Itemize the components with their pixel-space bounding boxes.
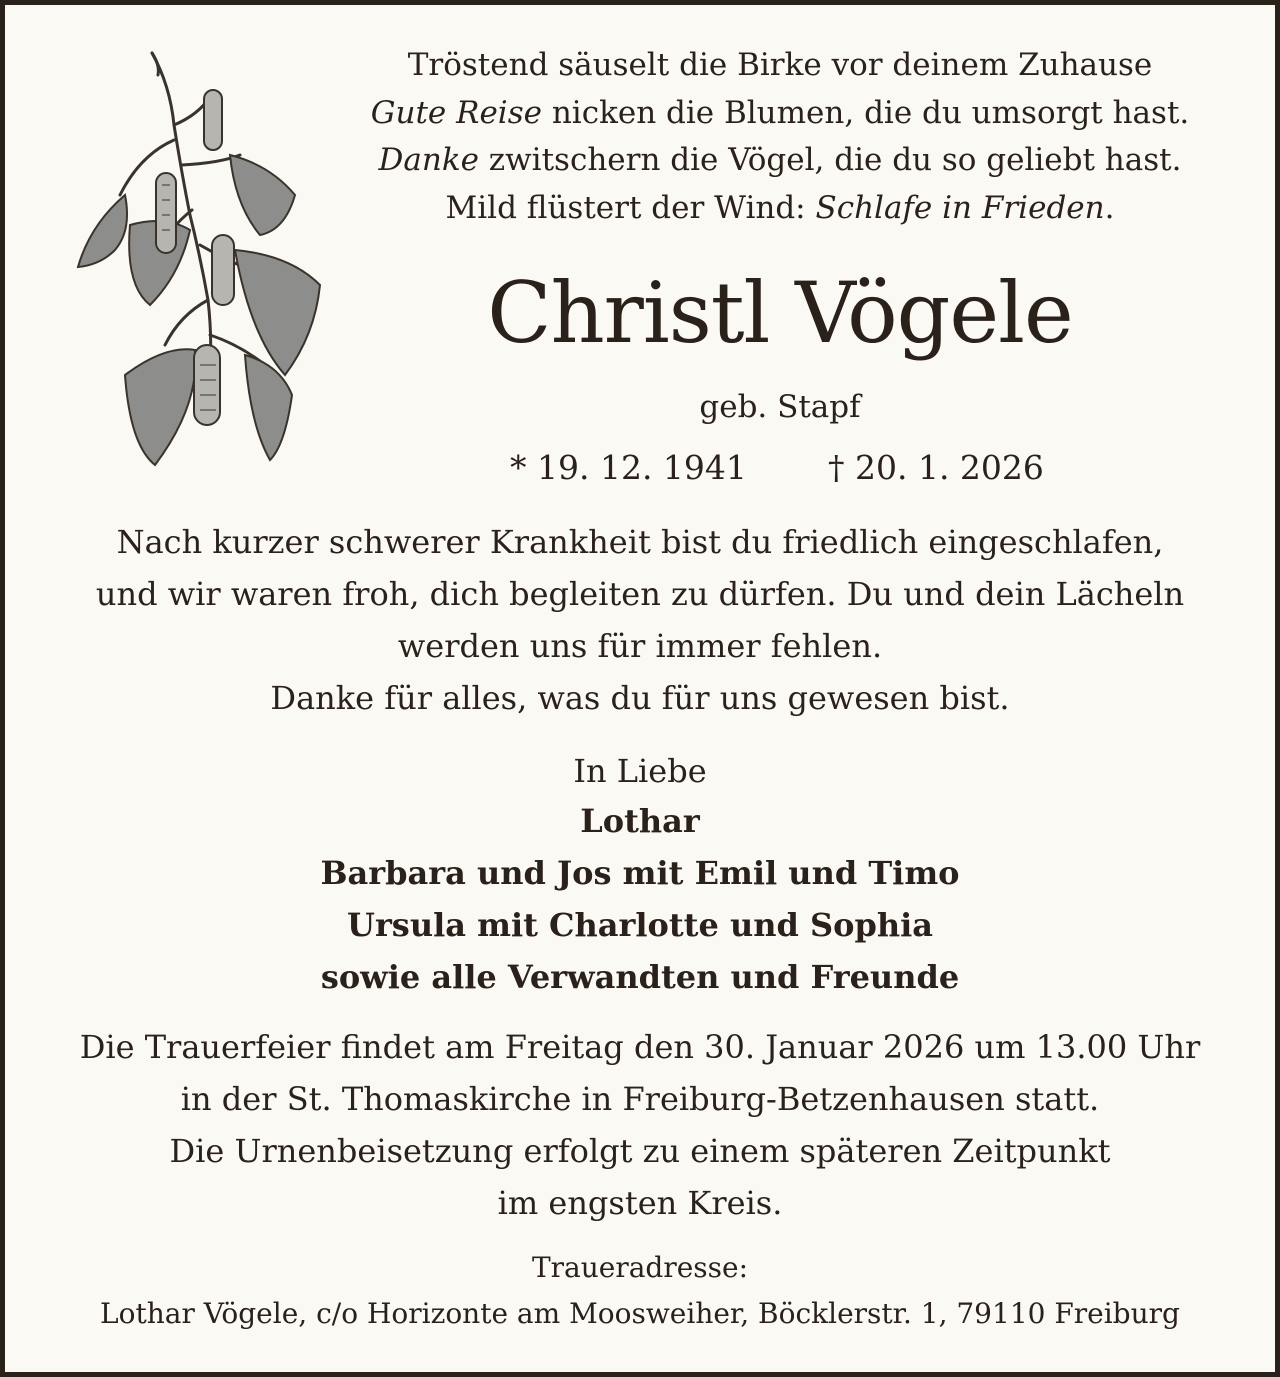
birth-name: geb. Stapf [699,389,861,425]
mourner-line: Lothar [580,802,700,840]
poem-line-4 [340,185,1220,233]
mourner-line: Ursula mit Charlotte und Sophia [347,906,933,944]
poem-line-3 [340,137,1220,185]
service-line: Die Trauerfeier findet am Freitag den 30. Januar 2026 um 13.00 Uhr [79,1028,1201,1066]
address-text: Lothar Vögele, c/o Horizonte am Moosweiher, Böcklerstr. 1, 79110 Freiburg [100,1297,1180,1330]
poem-emphasis: Danke [378,142,479,178]
poem-line-2 [340,90,1220,138]
life-dates [330,446,1230,490]
farewell-message [40,516,1240,724]
service-line: Die Urnenbeisetzung erfolgt zu einem späteren Zeitpunkt [169,1132,1111,1170]
death-date: † 20. 1. 2026 [828,448,1044,487]
poem-emphasis: Gute Reise [370,94,542,131]
birch-branch-icon [70,45,330,475]
message-line: und wir waren froh, dich begleiten zu dürfen. Du und dein Lächeln [95,575,1185,613]
poem-emphasis: Schlafe in Frieden [815,189,1105,226]
mourner-line: Barbara und Jos mit Emil und Timo [320,854,960,892]
poem-text: nicken die Blumen, die du umsorgt hast. [541,94,1190,131]
service-line: im engsten Kreis. [497,1184,783,1222]
mourners-list [140,795,1140,1003]
service-line: in der St. Thomaskirche in Freiburg-Betzenhausen statt. [180,1080,1100,1118]
address-label: Traueradresse: [531,1251,749,1284]
signoff: In Liebe [573,752,707,790]
birth-date: * 19. 12. 1941 [510,448,747,487]
service-details [40,1021,1240,1229]
deceased-name: Christl Vögele [487,264,1073,362]
message-line: Nach kurzer schwerer Krankheit bist du friedlich eingeschlafen, [116,523,1164,561]
message-line: Danke für alles, was du für uns gewesen bist. [270,679,1010,717]
poem-text: . [1104,189,1115,226]
poem [340,42,1220,232]
mourner-line: sowie alle Verwandten und Freunde [320,958,960,996]
message-line: werden uns für immer fehlen. [397,627,883,665]
poem-text: zwitschern die Vögel, die du so geliebt hast. [478,142,1182,178]
poem-text: Mild flüstert der Wind: [445,189,816,226]
poem-line-1: Tröstend säuselt die Birke vor deinem Zuhause [407,47,1153,83]
